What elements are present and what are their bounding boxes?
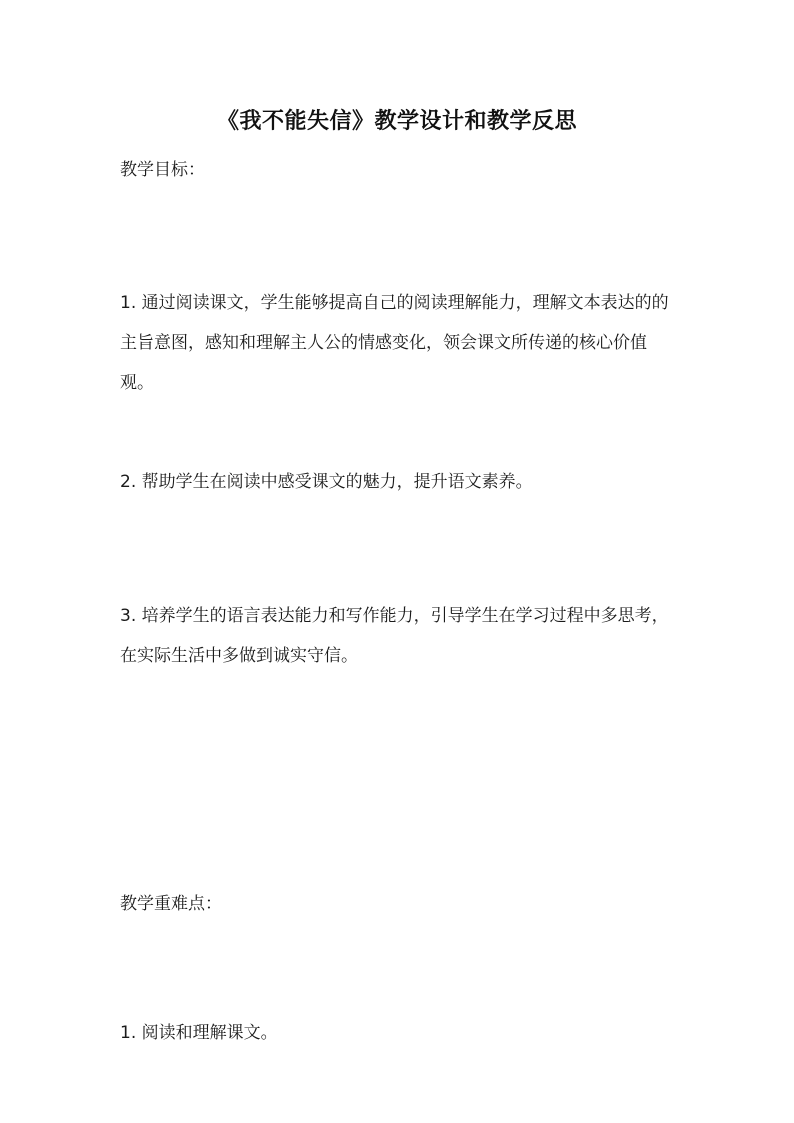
objective-item-2: 2. 帮助学生在阅读中感受课文的魅力，提升语文素养。 xyxy=(120,472,533,492)
difficulty-item-1: 1. 阅读和理解课文。 xyxy=(120,1023,278,1043)
objective-item-3: 3. 培养学生的语言表达能力和写作能力，引导学生在学习过程中多思考，在实际生活中多做到诚实守信。 xyxy=(120,606,669,666)
difficulties-heading: 教学重难点： xyxy=(120,894,222,914)
objectives-heading: 教学目标： xyxy=(120,160,205,180)
objective-item-1: 1. 通过阅读课文，学生能够提高自己的阅读理解能力，理解文本表达的的主旨意图，感知和理解主人公的情感变化，领会课文所传递的核心价值观。 xyxy=(120,293,669,393)
document-title: 《我不能失信》教学设计和教学反思 xyxy=(216,109,577,134)
